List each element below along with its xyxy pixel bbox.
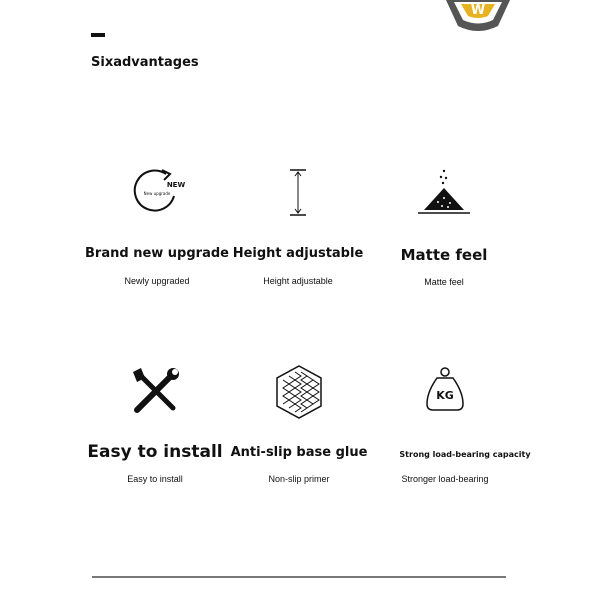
- feature-title: Brand new upgrade: [85, 246, 229, 261]
- new-upgrade-icon: [132, 166, 188, 218]
- kg-weight-icon: [423, 366, 467, 412]
- logo-letter: W: [470, 3, 486, 18]
- feature-title: Strong load-bearing capacity: [399, 450, 531, 459]
- feature-easy-to-install: [80, 366, 230, 491]
- feature-title: Matte feel: [400, 246, 488, 264]
- feature-anti-slip-base-glue: [224, 366, 374, 491]
- matte-pile-icon: [416, 168, 472, 218]
- feature-subtitle: Non-slip primer: [268, 474, 330, 484]
- feature-title: Anti-slip base glue: [230, 445, 368, 460]
- feature-subtitle: Height adjustable: [263, 276, 333, 286]
- title-dash: [91, 33, 105, 37]
- feature-subtitle: Newly upgraded: [124, 276, 190, 286]
- height-arrow-icon: [288, 169, 308, 219]
- kg-label: KG: [436, 389, 454, 402]
- feature-brand-new-upgrade: [82, 166, 232, 296]
- feature-matte-feel: [369, 166, 519, 296]
- icon-new-label: NEW: [166, 181, 186, 189]
- feature-title: Height adjustable: [232, 246, 364, 261]
- hexagon-pattern-icon: [273, 364, 325, 420]
- feature-strong-load-bearing: [370, 366, 531, 491]
- icon-upgrade-label: New upgrade: [143, 191, 171, 196]
- feature-height-adjustable: [223, 166, 373, 296]
- tools-icon: [129, 366, 181, 418]
- w-shield-logo-icon: [440, 0, 516, 32]
- section-title: Sixadvantages: [91, 55, 199, 70]
- feature-title: Easy to install: [87, 442, 223, 462]
- feature-subtitle: Matte feel: [424, 277, 464, 287]
- feature-subtitle: Stronger load-bearing: [401, 474, 489, 484]
- bottom-divider: [92, 576, 506, 578]
- feature-subtitle: Easy to install: [127, 474, 183, 484]
